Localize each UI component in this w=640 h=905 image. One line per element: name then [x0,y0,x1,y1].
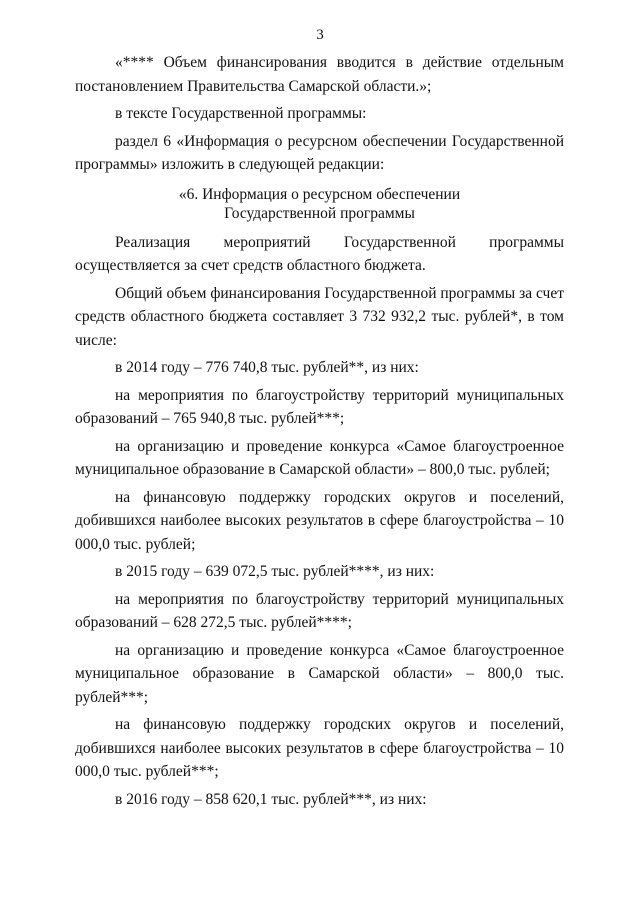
list-item: на мероприятия по благоустройству территорий муниципальных образований – 765 940,8 тыс. рублей***; [75,386,564,427]
list-item: на организацию и проведение конкурса «Самое благоустроенное муниципальное образование в Самарской области» – 800,0 тыс. рублей; [75,437,564,478]
section-heading-line: «6. Информация о ресурсном обеспечении [178,185,461,203]
section-heading [75,185,564,223]
paragraph: Общий объем финансирования Государственной программы за счет средств областного бюджета составляет 3 732 932,2 тыс. рублей*, в том числе: [75,284,564,349]
page-number: 3 [316,27,324,43]
list-item: в 2015 году – 639 072,5 тыс. рублей****, из них: [115,563,435,580]
list-item: на организацию и проведение конкурса «Самое благоустроенное муниципальное образование в Самарской области» – 800,0 тыс. рублей***; [75,641,564,706]
section-heading-line: Государственной программы [224,204,415,222]
paragraph: раздел 6 «Информация о ресурсном обеспечении Государственной программы» изложить в следующей редакции: [75,132,564,173]
list-item: на финансовую поддержку городских округов и поселений, добившихся наиболее высоких результатов в сфере благоустройства – 10 000,0 тыс. рублей; [75,488,564,553]
list-item: в 2014 году – 776 740,8 тыс. рублей**, из них: [115,359,419,376]
list-item: на финансовую поддержку городских округов и поселений, добившихся наиболее высоких результатов в сфере благоустройства – 10 000,0 тыс. рублей***; [75,716,564,780]
list-item: на мероприятия по благоустройству территорий муниципальных образований – 628 272,5 тыс. рублей****; [75,590,564,631]
paragraph: в тексте Государственной программы: [115,105,367,122]
list-item: в 2016 году – 858 620,1 тыс. рублей***, из них: [115,790,427,808]
document-body [75,51,564,811]
footnote-paragraph: «**** Объем финансирования вводится в действие отдельным постановлением Правительства Самарской области.»; [75,54,564,95]
paragraph: Реализация мероприятий Государственной программы осуществляется за счет средств областного бюджета. [75,233,564,274]
